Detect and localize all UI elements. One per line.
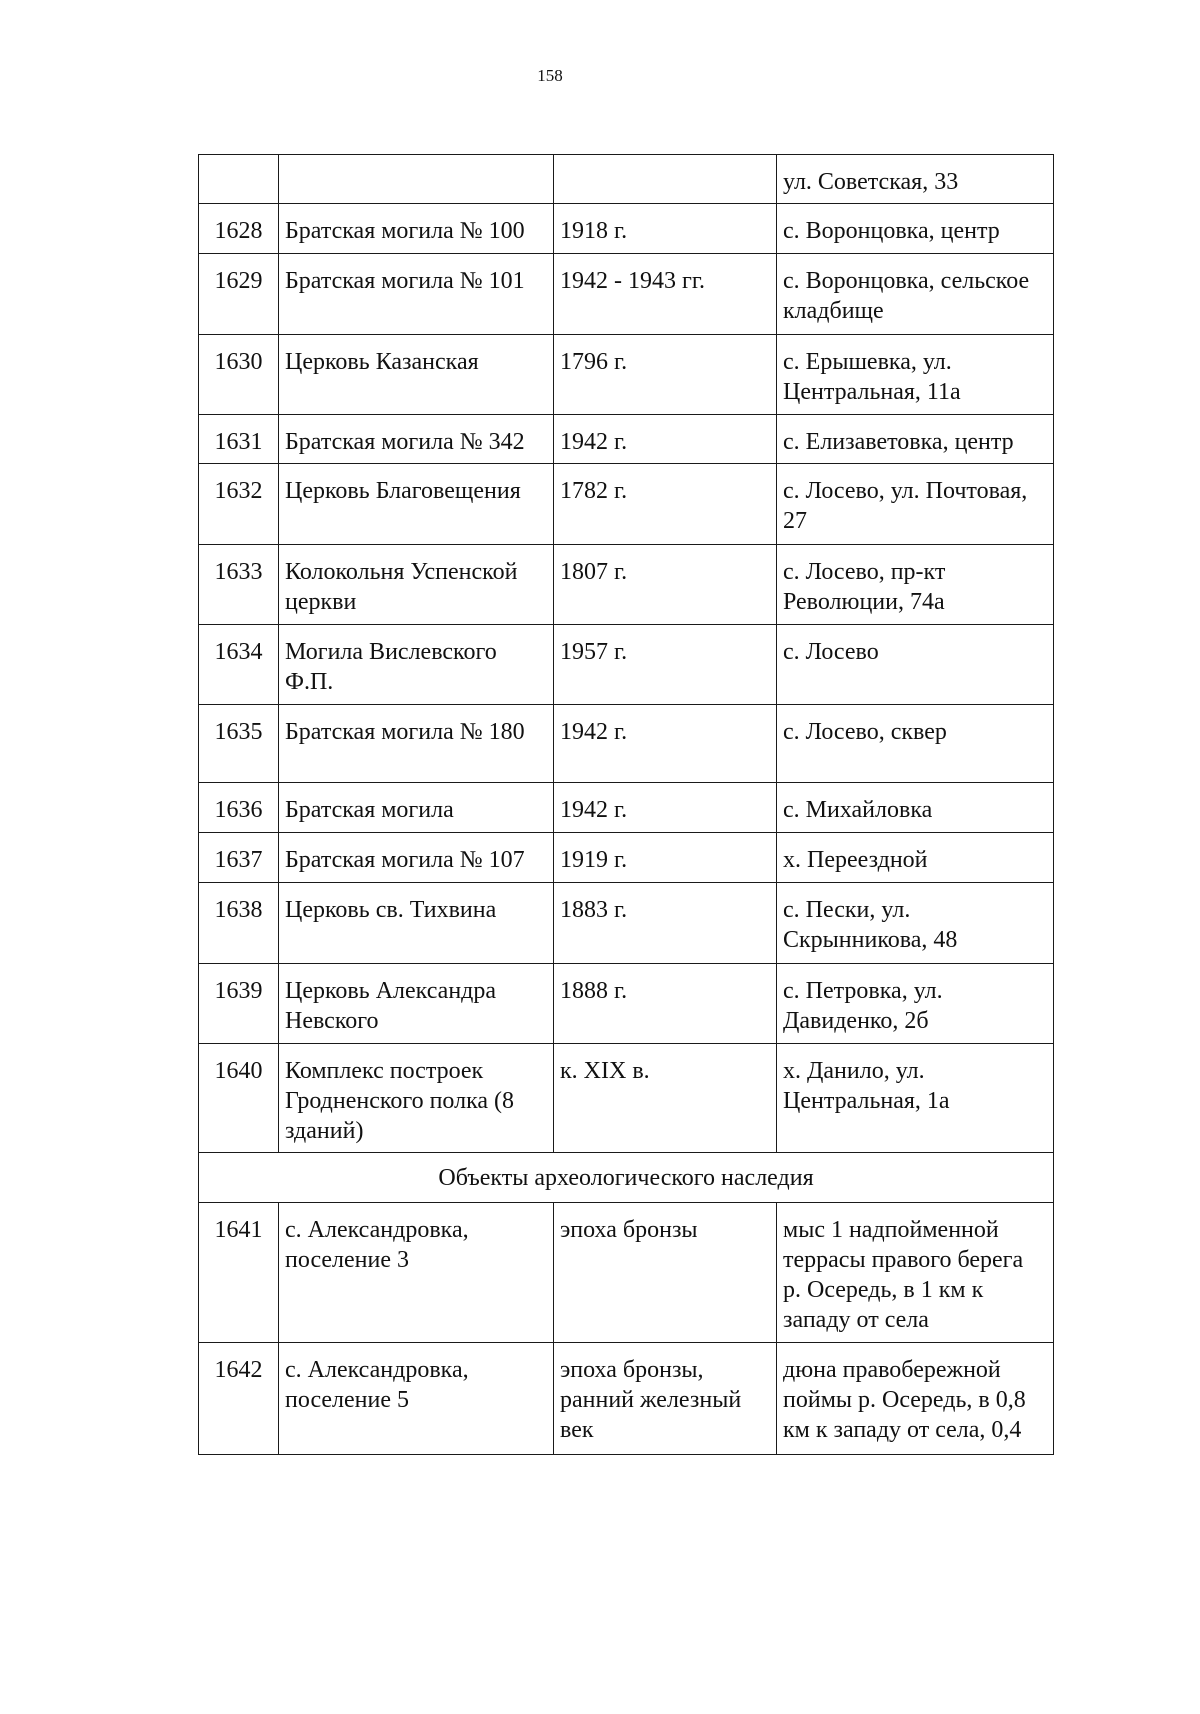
num-cell: 1633 xyxy=(199,545,279,625)
num-cell: 1630 xyxy=(199,335,279,415)
name-cell: Церковь Благовещения xyxy=(279,464,554,545)
heritage-registry-table xyxy=(198,154,1054,1455)
date-cell: 1942 г. xyxy=(554,783,777,833)
date-cell: 1807 г. xyxy=(554,545,777,625)
date-cell: 1919 г. xyxy=(554,833,777,883)
date-cell: 1888 г. xyxy=(554,964,777,1044)
address-cell: с. Ерышевка, ул. Центральная, 11а xyxy=(777,335,1054,415)
num-cell: 1637 xyxy=(199,833,279,883)
address-cell: ул. Советская, 33 xyxy=(777,155,1054,204)
date-cell: к. XIX в. xyxy=(554,1044,777,1153)
date-cell: 1942 - 1943 гг. xyxy=(554,254,777,335)
date-cell: 1918 г. xyxy=(554,204,777,254)
table-row xyxy=(199,833,1054,883)
table-row xyxy=(199,335,1054,415)
name-cell xyxy=(279,155,554,204)
address-cell: с. Воронцовка, центр xyxy=(777,204,1054,254)
name-cell: Братская могила xyxy=(279,783,554,833)
table-row xyxy=(199,1044,1054,1153)
num-cell: 1631 xyxy=(199,415,279,464)
continuation-row xyxy=(199,155,1054,204)
name-cell: с. Александровка, поселение 5 xyxy=(279,1343,554,1455)
name-cell: с. Александровка, поселение 3 xyxy=(279,1203,554,1343)
num-cell xyxy=(199,155,279,204)
name-cell: Могила Вислевского Ф.П. xyxy=(279,625,554,705)
table-row xyxy=(199,204,1054,254)
address-cell: с. Пески, ул. Скрынникова, 48 xyxy=(777,883,1054,964)
date-cell xyxy=(554,155,777,204)
address-cell: дюна правобережной поймы р. Осередь, в 0,8 км к западу от села, 0,4 xyxy=(777,1343,1054,1455)
address-cell: с. Лосево, пр-кт Революции, 74а xyxy=(777,545,1054,625)
name-cell: Церковь Александра Невского xyxy=(279,964,554,1044)
name-cell: Братская могила № 342 xyxy=(279,415,554,464)
name-cell: Братская могила № 107 xyxy=(279,833,554,883)
date-cell: эпоха бронзы xyxy=(554,1203,777,1343)
name-cell: Братская могила № 101 xyxy=(279,254,554,335)
page-number: 158 xyxy=(537,66,563,85)
name-cell: Братская могила № 180 xyxy=(279,705,554,783)
table-row xyxy=(199,1343,1054,1455)
table-row xyxy=(199,705,1054,783)
address-cell: с. Елизаветовка, центр xyxy=(777,415,1054,464)
date-cell: 1883 г. xyxy=(554,883,777,964)
date-cell: 1782 г. xyxy=(554,464,777,545)
address-cell: х. Данило, ул. Центральная, 1а xyxy=(777,1044,1054,1153)
date-cell: 1942 г. xyxy=(554,705,777,783)
date-cell: 1796 г. xyxy=(554,335,777,415)
table-row xyxy=(199,415,1054,464)
name-cell: Церковь св. Тихвина xyxy=(279,883,554,964)
address-cell: х. Переездной xyxy=(777,833,1054,883)
section-header-row xyxy=(199,1153,1054,1203)
address-cell: с. Лосево, ул. Почтовая, 27 xyxy=(777,464,1054,545)
table-row xyxy=(199,1203,1054,1343)
date-cell: 1942 г. xyxy=(554,415,777,464)
address-cell: с. Михайловка xyxy=(777,783,1054,833)
name-cell: Комплекс построек Гродненского полка (8 зданий) xyxy=(279,1044,554,1153)
address-cell: с. Петровка, ул. Давиденко, 2б xyxy=(777,964,1054,1044)
num-cell: 1638 xyxy=(199,883,279,964)
address-cell: с. Лосево xyxy=(777,625,1054,705)
num-cell: 1628 xyxy=(199,204,279,254)
table-row xyxy=(199,883,1054,964)
address-cell: с. Лосево, сквер xyxy=(777,705,1054,783)
name-cell: Братская могила № 100 xyxy=(279,204,554,254)
name-cell: Церковь Казанская xyxy=(279,335,554,415)
name-cell: Колокольня Успенской церкви xyxy=(279,545,554,625)
num-cell: 1641 xyxy=(199,1203,279,1343)
table-row xyxy=(199,254,1054,335)
section-title: Объекты археологического наследия xyxy=(199,1153,1054,1203)
date-cell: эпоха бронзы, ранний железный век xyxy=(554,1343,777,1455)
num-cell: 1629 xyxy=(199,254,279,335)
table-row xyxy=(199,545,1054,625)
num-cell: 1632 xyxy=(199,464,279,545)
num-cell: 1642 xyxy=(199,1343,279,1455)
date-cell: 1957 г. xyxy=(554,625,777,705)
table-row xyxy=(199,464,1054,545)
num-cell: 1636 xyxy=(199,783,279,833)
table-row xyxy=(199,783,1054,833)
num-cell: 1639 xyxy=(199,964,279,1044)
table-row xyxy=(199,964,1054,1044)
num-cell: 1640 xyxy=(199,1044,279,1153)
address-cell: мыс 1 надпойменной террасы правого берега р. Осередь, в 1 км к западу от села xyxy=(777,1203,1054,1343)
address-cell: с. Воронцовка, сельское кладбище xyxy=(777,254,1054,335)
num-cell: 1634 xyxy=(199,625,279,705)
num-cell: 1635 xyxy=(199,705,279,783)
table-row xyxy=(199,625,1054,705)
